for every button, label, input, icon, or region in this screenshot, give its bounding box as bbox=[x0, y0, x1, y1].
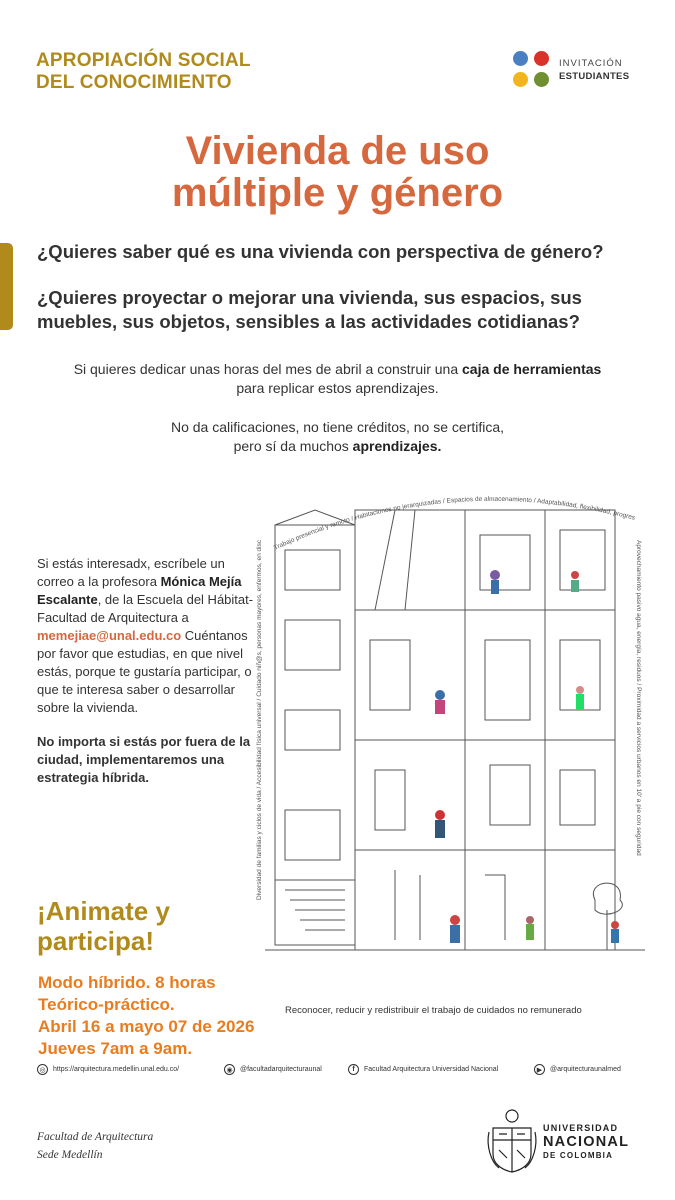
detail-mode: Modo híbrido. 8 horas bbox=[38, 973, 216, 992]
house-line-art bbox=[265, 510, 645, 950]
intro-p1-line2: para replicar estos aprendizajes. bbox=[236, 380, 439, 396]
invitation-line-2: ESTUDIANTES bbox=[559, 71, 630, 82]
intro-p2-line1: No da calificaciones, no tiene créditos, no se certifica, bbox=[170, 419, 505, 435]
title-line-2: múltiple y género bbox=[171, 171, 504, 215]
label-top-path: Trabajo presencial y remoto / Habitaciones no jerarquizadas / Espacios de almacenamiento / Adaptabilidad, flexibilidad, progres bbox=[272, 495, 636, 552]
remote-note: No importa si estás por fuera de la ciudad, implementaremos una estrategia híbrida. bbox=[37, 734, 251, 785]
contact-text-1: Si estás interesadx, escríbele un correo a la profesora bbox=[37, 556, 225, 589]
web-link[interactable] bbox=[37, 1064, 179, 1075]
unal-line-2: NACIONAL bbox=[543, 1134, 630, 1150]
social-links-row bbox=[37, 1064, 647, 1080]
contact-text-2: , de la Escuela del Hábitat-Facultad de Arquitectura a bbox=[37, 592, 254, 625]
contact-block bbox=[37, 555, 259, 787]
colored-figures bbox=[435, 570, 619, 943]
instagram-link-text: @facultadarquitecturaunal bbox=[240, 1066, 322, 1073]
detail-time: Jueves 7am a 9am. bbox=[38, 1039, 193, 1058]
youtube-icon: ▶ bbox=[534, 1064, 545, 1075]
globe-icon: ◎ bbox=[37, 1064, 48, 1075]
intro-p2-line2 bbox=[0, 437, 675, 456]
footer-line-2: Sede Medellín bbox=[37, 1149, 103, 1161]
question-1: ¿Quieres saber qué es una vivienda con perspectiva de género? bbox=[37, 241, 604, 262]
youtube-link[interactable] bbox=[534, 1064, 621, 1075]
instagram-icon: ◉ bbox=[224, 1064, 235, 1075]
label-left-path: Diversidad de familias y ciclos de vida / Accesibilidad física universal / Cuidado niñ@s, personas mayores, enfermos, en disc bbox=[256, 539, 263, 900]
house-section-illustration bbox=[245, 480, 657, 1000]
brand-line-1: APROPIACIÓN SOCIAL bbox=[36, 50, 251, 71]
intro-paragraph-1 bbox=[0, 360, 675, 398]
cta-line-1: ¡Animate y bbox=[37, 896, 170, 926]
intro-p1-bold: caja de herramientas bbox=[462, 361, 602, 377]
footer-line-1: Facultad de Arquitectura bbox=[37, 1131, 154, 1143]
label-left-side bbox=[245, 480, 263, 900]
detail-type: Teórico-práctico. bbox=[38, 995, 175, 1014]
dot-blue bbox=[513, 51, 528, 66]
brand-line-2: DEL CONOCIMIENTO bbox=[36, 72, 232, 93]
label-top-arc bbox=[245, 480, 637, 552]
intro-p1-pre: Si quieres dedicar unas horas del mes de abril a construir una bbox=[73, 361, 463, 377]
facebook-link-text: Facultad Arquitectura Universidad Nacional bbox=[364, 1066, 499, 1073]
invitation-label bbox=[559, 57, 629, 83]
contact-text-3: Cuéntanos por favor que estudias, en que nivel estás, porque te gustaría participar, o que te interesa saber o desarrollar sobre la vivienda. bbox=[37, 628, 252, 715]
invitation-dots-logo bbox=[513, 51, 553, 91]
university-wordmark bbox=[543, 1123, 629, 1161]
side-tab-accent bbox=[0, 243, 13, 330]
faculty-footer bbox=[37, 1128, 153, 1164]
invitation-line-1: INVITACIÓN bbox=[559, 58, 623, 69]
university-seal-icon bbox=[487, 1106, 537, 1174]
unal-line-3: DE COLOMBIA bbox=[543, 1151, 614, 1160]
dot-red bbox=[534, 51, 549, 66]
professor-name: Mónica Mejía Escalante bbox=[37, 574, 242, 607]
brand-heading bbox=[36, 50, 251, 94]
instagram-link[interactable] bbox=[224, 1064, 322, 1075]
unal-line-1: UNIVERSIDAD bbox=[543, 1123, 619, 1133]
illustration-caption: Reconocer, reducir y redistribuir el trabajo de cuidados no remunerado bbox=[285, 1005, 582, 1016]
cta-line-2: participa! bbox=[37, 926, 155, 956]
course-details bbox=[38, 972, 254, 1060]
intro-paragraph-2 bbox=[0, 418, 675, 456]
intro-p2-pre: pero sí da muchos bbox=[233, 438, 353, 454]
web-link-text: https://arquitectura.medellin.unal.edu.co/ bbox=[53, 1066, 180, 1073]
contact-paragraph bbox=[37, 555, 259, 717]
facebook-link[interactable] bbox=[348, 1064, 498, 1075]
page-title bbox=[0, 130, 675, 214]
intro-p1-line1 bbox=[0, 360, 675, 379]
title-line-1: Vivienda de uso bbox=[185, 129, 490, 173]
call-to-action bbox=[37, 896, 170, 956]
youtube-link-text: @arquitecturaunalmed bbox=[550, 1066, 621, 1073]
dot-green bbox=[534, 72, 549, 87]
email-link[interactable]: memejiae@unal.edu.co bbox=[37, 628, 182, 643]
label-right-side bbox=[635, 540, 642, 856]
facebook-icon: f bbox=[348, 1064, 359, 1075]
label-right-path: Aprovechamiento pasivo agua, energía, residuos / Proximidad a servicios urbanos en 10' a pie con seguridad bbox=[635, 540, 642, 856]
question-2: ¿Quieres proyectar o mejorar una vivienda, sus espacios, sus muebles, sus objetos, sensibles a las actividades cotidianas? bbox=[37, 287, 582, 332]
intro-p2-bold: aprendizajes. bbox=[352, 438, 442, 454]
detail-dates: Abril 16 a mayo 07 de 2026 bbox=[38, 1017, 255, 1036]
dot-yellow bbox=[513, 72, 528, 87]
